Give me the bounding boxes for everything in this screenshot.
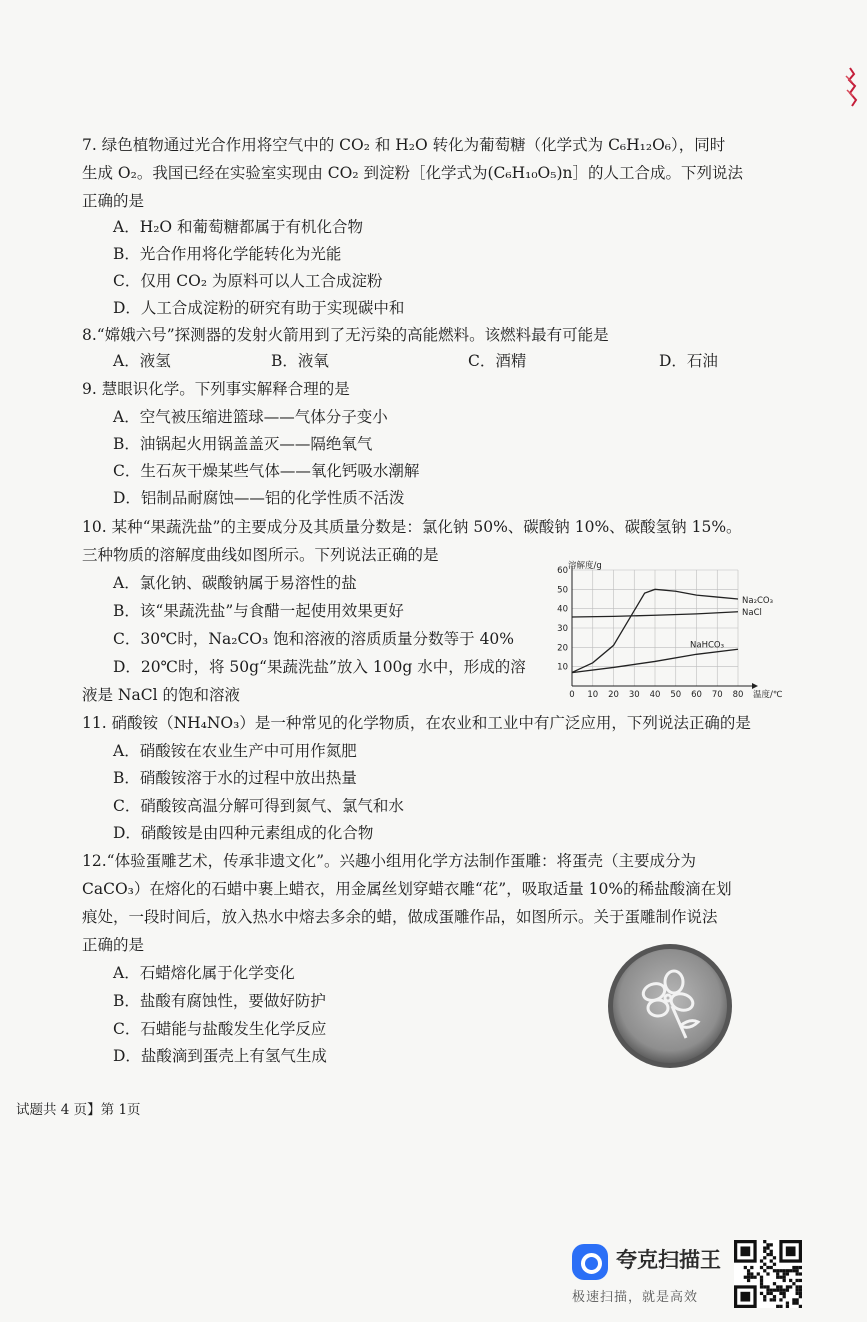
q10-option-d-cont: 液是 NaCl 的饱和溶液 bbox=[82, 686, 240, 704]
x-tick-label: 50 bbox=[670, 690, 682, 700]
y-tick-label: 30 bbox=[557, 624, 568, 634]
y-tick-label: 10 bbox=[557, 662, 568, 673]
q7-option-c: C．仅用 CO₂ 为原料可以人工合成淀粉 bbox=[113, 272, 383, 290]
y-tick-label: 50 bbox=[557, 585, 568, 596]
series-label: Na₂CO₃ bbox=[742, 596, 774, 606]
q7-line1: 7. 绿色植物通过光合作用将空气中的 CO₂ 和 H₂O 转化为葡萄糖（化学式为 C₆H₁₂O₆），同时 bbox=[82, 136, 726, 154]
series-label: NaHCO₃ bbox=[690, 640, 724, 651]
q9-option-d: D．铝制品耐腐蚀——铝的化学性质不活泼 bbox=[113, 489, 405, 507]
q10-line1: 10. 某种“果蔬洗盐”的主要成分及其质量分数是：氯化钠 50%、碳酸钠 10%、碳酸氢钠 15%。 bbox=[82, 518, 742, 536]
q10-option-a: A．氯化钠、碳酸钠属于易溶性的盐 bbox=[113, 574, 357, 592]
q11-option-b: B．硝酸铵溶于水的过程中放出热量 bbox=[113, 769, 357, 787]
q7-line2: 生成 O₂。我国已经在实验室实现由 CO₂ 到淀粉［化学式为(C₆H₁₀O₅)n］的人工合成。下列说法 bbox=[82, 164, 744, 182]
x-tick-label: 80 bbox=[732, 690, 744, 700]
x-tick-label: 60 bbox=[691, 690, 702, 700]
q8-stem: 8.“嫦娥六号”探测器的发射火箭用到了无污染的高能燃料。该燃料最有可能是 bbox=[82, 326, 609, 344]
q8-option-a: A．液氢 bbox=[113, 352, 171, 370]
q8-options bbox=[113, 350, 733, 372]
q10-option-b: B．该“果蔬洗盐”与食醋一起使用效果更好 bbox=[113, 602, 404, 620]
y-tick-label: 20 bbox=[557, 643, 568, 654]
q9-option-a: A．空气被压缩进篮球——气体分子变小 bbox=[113, 408, 388, 426]
q7-option-a: A．H₂O 和葡萄糖都属于有机化合物 bbox=[113, 218, 364, 236]
page-footer: 试题共 4 页】第 1页 bbox=[16, 1102, 141, 1118]
qr-code-icon bbox=[734, 1240, 802, 1308]
q12-option-c: C．石蜡能与盐酸发生化学反应 bbox=[113, 1020, 327, 1038]
scanner-tagline: 极速扫描，就是高效 bbox=[572, 1290, 699, 1305]
scanner-watermark bbox=[572, 1242, 722, 1308]
scanner-logo-icon bbox=[572, 1244, 608, 1280]
x-tick-label: 40 bbox=[649, 690, 661, 700]
q12-line4: 正确的是 bbox=[82, 936, 145, 954]
y-tick-label: 40 bbox=[557, 604, 568, 615]
q9-option-c: C．生石灰干燥某些气体——氧化钙吸水潮解 bbox=[113, 462, 420, 480]
q7-line3: 正确的是 bbox=[82, 192, 145, 210]
q12-option-a: A．石蜡熔化属于化学变化 bbox=[113, 964, 295, 982]
x-axis-label: 温度/℃ bbox=[753, 690, 783, 700]
q12-line3: 痕处，一段时间后，放入热水中熔去多余的蜡，做成蛋雕作品，如图所示。关于蛋雕制作说法 bbox=[82, 908, 718, 926]
q10-line2: 三种物质的溶解度曲线如图所示。下列说法正确的是 bbox=[82, 546, 439, 564]
q10-option-d: D．20℃时，将 50g“果蔬洗盐”放入 100g 水中，形成的溶 bbox=[113, 658, 526, 676]
x-tick-label: 30 bbox=[628, 690, 640, 700]
solubility-chart bbox=[540, 560, 785, 700]
q12-option-d: D．盐酸滴到蛋壳上有氢气生成 bbox=[113, 1047, 327, 1065]
q7-option-d: D．人工合成淀粉的研究有助于实现碳中和 bbox=[113, 299, 405, 317]
q12-line1: 12.“体验蛋雕艺术，传承非遗文化”。兴趣小组用化学方法制作蛋雕：将蛋壳（主要成分为 bbox=[82, 852, 697, 870]
q12-option-b: B．盐酸有腐蚀性，要做好防护 bbox=[113, 992, 326, 1010]
q8-option-d: D．石油 bbox=[659, 352, 718, 370]
x-tick-label: 10 bbox=[587, 690, 599, 700]
q7-option-b: B．光合作用将化学能转化为光能 bbox=[113, 245, 342, 263]
x-axis-arrow bbox=[752, 683, 758, 689]
q8-option-c: C．酒精 bbox=[468, 352, 527, 370]
q12-line2: CaCO₃）在熔化的石蜡中裹上蜡衣，用金属丝划穿蜡衣雕“花”，吸取适量 10%的稀盐酸滴在划 bbox=[82, 880, 732, 898]
q9-option-b: B．油锅起火用锅盖盖灭——隔绝氧气 bbox=[113, 435, 373, 453]
x-tick-label: 0 bbox=[569, 690, 575, 700]
q11-option-d: D．硝酸铵是由四种元素组成的化合物 bbox=[113, 824, 374, 842]
q11-option-c: C．硝酸铵高温分解可得到氮气、氯气和水 bbox=[113, 797, 404, 815]
scanner-brand-name: 夸克扫描王 bbox=[616, 1248, 721, 1272]
y-tick-label: 60 bbox=[557, 566, 568, 576]
red-ink-mark bbox=[840, 66, 862, 108]
q9-stem: 9. 慧眼识化学。下列事实解释合理的是 bbox=[82, 380, 350, 398]
y-axis-label: 溶解度/g bbox=[568, 561, 602, 571]
q11-stem: 11. 硝酸铵（NH₄NO₃）是一种常见的化学物质，在农业和工业中有广泛应用，下列说法正确的是 bbox=[82, 714, 751, 732]
q11-option-a: A．硝酸铵在农业生产中可用作氮肥 bbox=[113, 742, 357, 760]
series-label: NaCl bbox=[742, 607, 762, 618]
x-tick-label: 70 bbox=[711, 690, 723, 700]
q10-option-c: C．30℃时，Na₂CO₃ 饱和溶液的溶质质量分数等于 40% bbox=[113, 630, 515, 648]
q8-option-b: B．液氧 bbox=[271, 352, 329, 370]
x-tick-label: 20 bbox=[608, 690, 619, 700]
egg-carving-image bbox=[606, 942, 734, 1070]
